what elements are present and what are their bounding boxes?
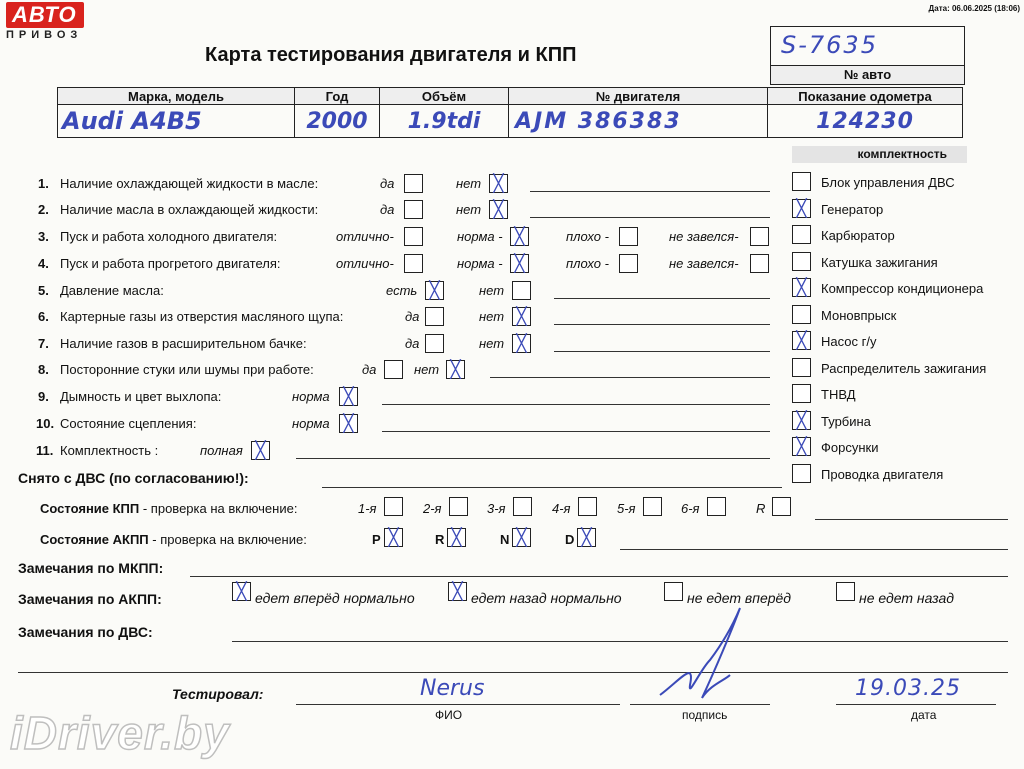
option-checkbox[interactable] [750, 227, 769, 246]
option-label: нет [479, 336, 505, 351]
option-label: норма - [457, 256, 503, 271]
akpp-label [40, 532, 307, 547]
answer-line [296, 458, 770, 459]
completeness-label: Компрессор кондиционера [821, 281, 984, 296]
completeness-label: Блок управления ДВС [821, 175, 955, 190]
completeness-label: Моновпрыск [821, 307, 897, 323]
completeness-checkbox[interactable]: ╳ [792, 278, 811, 297]
mkpp-gear-checkbox[interactable] [384, 497, 403, 516]
option-checkbox[interactable]: ╳ [446, 360, 465, 379]
question-text: Наличие масла в охлаждающей жидкости: [60, 202, 319, 217]
question-number: 8. [38, 362, 49, 377]
question-text: Давление масла: [60, 283, 164, 298]
removed-line [322, 487, 782, 488]
option-checkbox[interactable] [619, 254, 638, 273]
mkpp-line [815, 519, 1008, 520]
option-label: плохо - [566, 256, 609, 271]
watermark: iDriver.by [10, 707, 230, 759]
option-checkbox[interactable]: ╳ [425, 281, 444, 300]
akpp-gear-checkbox[interactable]: ╳ [384, 528, 403, 547]
akpp-label-bold: Состояние АКПП [40, 532, 149, 547]
option-label: да [380, 176, 395, 191]
answer-line [554, 351, 770, 352]
question-text: Комплектность : [60, 443, 159, 458]
remarks-mkpp-label: Замечания по МКПП: [18, 560, 164, 576]
option-checkbox[interactable] [619, 227, 638, 246]
mkpp-gear-label: 4-я [552, 501, 571, 516]
removed-label: Снято с ДВС (по согласованию!): [18, 470, 249, 486]
option-label: да [405, 309, 420, 324]
question-number: 11. [36, 443, 54, 458]
option-checkbox[interactable] [750, 254, 769, 273]
question-text: Наличие охлаждающей жидкости в масле: [60, 176, 319, 191]
tested-label: Тестировал: [172, 686, 264, 702]
volume-value: 1.9tdi [380, 105, 509, 138]
answer-line [382, 404, 770, 405]
remarks-dvs-line-2 [18, 672, 1008, 673]
question-text: Пуск и работа холодного двигателя: [60, 229, 278, 244]
remarks-dvs-line-1 [232, 641, 1008, 642]
question-number: 10. [36, 416, 55, 431]
completeness-label: Насос г/у [821, 334, 877, 349]
answer-line [490, 377, 770, 378]
akpp-gear-label: P [372, 532, 381, 547]
question-number: 7. [38, 336, 49, 351]
completeness-label: Турбина [821, 413, 871, 429]
remarks-dvs-label: Замечания по ДВС: [18, 624, 153, 640]
mkpp-gear-label: 1-я [358, 501, 377, 516]
mkpp-gear-label: 2-я [423, 501, 442, 516]
option-checkbox[interactable]: ╳ [512, 307, 531, 326]
completeness-checkbox[interactable]: ╳ [792, 437, 811, 456]
logo [6, 2, 84, 41]
signature-icon [640, 600, 750, 710]
option-label: нет [414, 362, 440, 377]
option-label: полная [200, 443, 243, 458]
option-label: есть [386, 283, 418, 298]
option-label: отлично- [336, 256, 394, 271]
completeness-checkbox[interactable] [792, 464, 811, 483]
akpp-remark-checkbox[interactable] [836, 582, 855, 601]
option-checkbox[interactable] [512, 281, 531, 300]
akpp-remark-checkbox[interactable]: ╳ [448, 582, 467, 601]
option-checkbox[interactable]: ╳ [339, 387, 358, 406]
question-text: Картерные газы из отверстия масляного щупа: [60, 309, 344, 324]
akpp-remark-checkbox[interactable] [664, 582, 683, 601]
akpp-line [620, 549, 1008, 550]
option-checkbox[interactable] [404, 200, 423, 219]
sign-line [630, 704, 770, 705]
option-label: да [405, 336, 420, 351]
completeness-checkbox[interactable] [792, 305, 811, 324]
remarks-akpp-label: Замечания по АКПП: [18, 591, 162, 607]
option-label: норма [292, 389, 330, 404]
remarks-mkpp-line [190, 576, 1008, 577]
col-year: Год [295, 88, 380, 105]
question-number: 5. [38, 283, 49, 298]
option-checkbox[interactable]: ╳ [512, 334, 531, 353]
test-date: 19.03.25 [855, 676, 961, 701]
auto-number-label: № авто [771, 65, 964, 84]
mkpp-label-bold: Состояние КПП [40, 501, 140, 516]
col-make: Марка, модель [58, 88, 295, 105]
tester-name: Nerus [420, 676, 485, 701]
akpp-gear-checkbox[interactable]: ╳ [512, 528, 531, 547]
option-checkbox[interactable]: ╳ [489, 200, 508, 219]
mkpp-gear-checkbox[interactable] [643, 497, 662, 516]
col-odometer: Показание одометра [768, 88, 963, 105]
logo-top: АВТО [6, 2, 84, 28]
option-checkbox[interactable] [425, 307, 444, 326]
option-label: нет [456, 176, 482, 191]
mkpp-gear-label: 6-я [681, 501, 700, 516]
akpp-gear-label: D [565, 532, 575, 547]
date-line [836, 704, 996, 705]
completeness-label: Генератор [821, 201, 884, 217]
option-label: нет [479, 283, 505, 298]
akpp-gear-checkbox[interactable]: ╳ [577, 528, 596, 547]
akpp-remark-label: едет назад нормально [471, 590, 622, 606]
completeness-label: ТНВД [821, 387, 856, 402]
completeness-label: Карбюратор [821, 228, 895, 243]
completeness-label: Катушка зажигания [821, 254, 938, 270]
option-checkbox[interactable] [425, 334, 444, 353]
page-title: Карта тестирования двигателя и КПП [205, 44, 577, 66]
answer-line [554, 298, 770, 299]
completeness-header: комплектность [792, 146, 967, 163]
logo-bottom: ПРИВОЗ [6, 29, 83, 41]
option-checkbox[interactable] [404, 254, 423, 273]
option-checkbox[interactable]: ╳ [251, 441, 270, 460]
answer-line [530, 217, 770, 218]
mkpp-gear-checkbox[interactable] [578, 497, 597, 516]
option-checkbox[interactable]: ╳ [510, 254, 529, 273]
question-number: 6. [38, 309, 49, 324]
make-value: Audi A4B5 [58, 105, 295, 138]
stock-number-box [770, 26, 965, 85]
question-text: Наличие газов в расширительном бачке: [60, 336, 307, 351]
akpp-gear-checkbox[interactable]: ╳ [447, 528, 466, 547]
mkpp-gear-label: 3-я [487, 501, 506, 516]
completeness-checkbox[interactable] [792, 358, 811, 377]
option-label: да [362, 362, 377, 377]
odometer-value: 124230 [768, 105, 963, 138]
col-engine: № двигателя [509, 88, 768, 105]
akpp-remark-checkbox[interactable]: ╳ [232, 582, 251, 601]
mkpp-label-rest: - проверка на включение: [139, 501, 298, 516]
header-table [57, 87, 963, 138]
date-label: дата [911, 708, 937, 722]
option-label: норма - [457, 229, 503, 244]
option-checkbox[interactable] [384, 360, 403, 379]
akpp-remark-label: не едет назад [859, 590, 954, 606]
option-label: норма [292, 416, 330, 431]
fio-line [296, 704, 620, 705]
option-label: нет [479, 309, 505, 324]
akpp-remark-label: не едет вперёд [687, 590, 792, 606]
answer-line [382, 431, 770, 432]
mkpp-gear-label: R [756, 501, 766, 516]
mkpp-gear-checkbox[interactable] [513, 497, 532, 516]
question-number: 3. [38, 229, 49, 244]
mkpp-gear-checkbox[interactable] [772, 497, 791, 516]
engine-value: AJM 386383 [509, 105, 768, 138]
akpp-label-rest: - проверка на включение: [148, 532, 307, 547]
question-text: Дымность и цвет выхлопа: [60, 389, 222, 404]
option-checkbox[interactable] [404, 174, 423, 193]
option-label: не завелся- [669, 256, 739, 271]
date-stamp: Дата: 06.06.2025 (18:06) [928, 4, 1020, 13]
question-text: Состояние сцепления: [60, 416, 197, 431]
completeness-checkbox[interactable] [792, 172, 811, 191]
option-label: да [380, 202, 395, 217]
completeness-checkbox[interactable] [792, 225, 811, 244]
mkpp-gear-checkbox[interactable] [707, 497, 726, 516]
question-number: 4. [38, 256, 49, 271]
question-text: Пуск и работа прогретого двигателя: [60, 256, 281, 271]
completeness-label: Форсунки [821, 440, 879, 455]
question-number: 2. [38, 202, 49, 217]
option-checkbox[interactable]: ╳ [510, 227, 529, 246]
answer-line [530, 191, 770, 192]
akpp-remark-label: едет вперёд нормально [255, 590, 415, 606]
option-label: не завелся- [669, 229, 739, 244]
question-number: 9. [38, 389, 49, 404]
col-volume: Объём [380, 88, 509, 105]
akpp-gear-label: R [435, 532, 445, 547]
option-checkbox[interactable]: ╳ [339, 414, 358, 433]
option-label: отлично- [336, 229, 394, 244]
mkpp-gear-checkbox[interactable] [449, 497, 468, 516]
option-label: нет [456, 202, 482, 217]
option-checkbox[interactable]: ╳ [489, 174, 508, 193]
question-text: Посторонние стуки или шумы при работе: [60, 362, 314, 377]
option-label: плохо - [566, 229, 609, 244]
option-checkbox[interactable] [404, 227, 423, 246]
completeness-checkbox[interactable] [792, 252, 811, 271]
completeness-checkbox[interactable]: ╳ [792, 411, 811, 430]
stock-number: S-7635 [781, 31, 878, 59]
akpp-gear-label: N [500, 532, 510, 547]
completeness-label: Проводка двигателя [821, 466, 944, 482]
completeness-checkbox[interactable]: ╳ [792, 331, 811, 350]
fio-label: ФИО [435, 708, 463, 722]
completeness-label: Распределитель зажигания [821, 360, 987, 376]
mkpp-label [40, 501, 297, 516]
question-number: 1. [38, 176, 49, 191]
completeness-checkbox[interactable] [792, 384, 811, 403]
year-value: 2000 [295, 105, 380, 138]
answer-line [554, 324, 770, 325]
completeness-checkbox[interactable]: ╳ [792, 199, 811, 218]
sign-label: подпись [682, 708, 728, 722]
mkpp-gear-label: 5-я [617, 501, 636, 516]
